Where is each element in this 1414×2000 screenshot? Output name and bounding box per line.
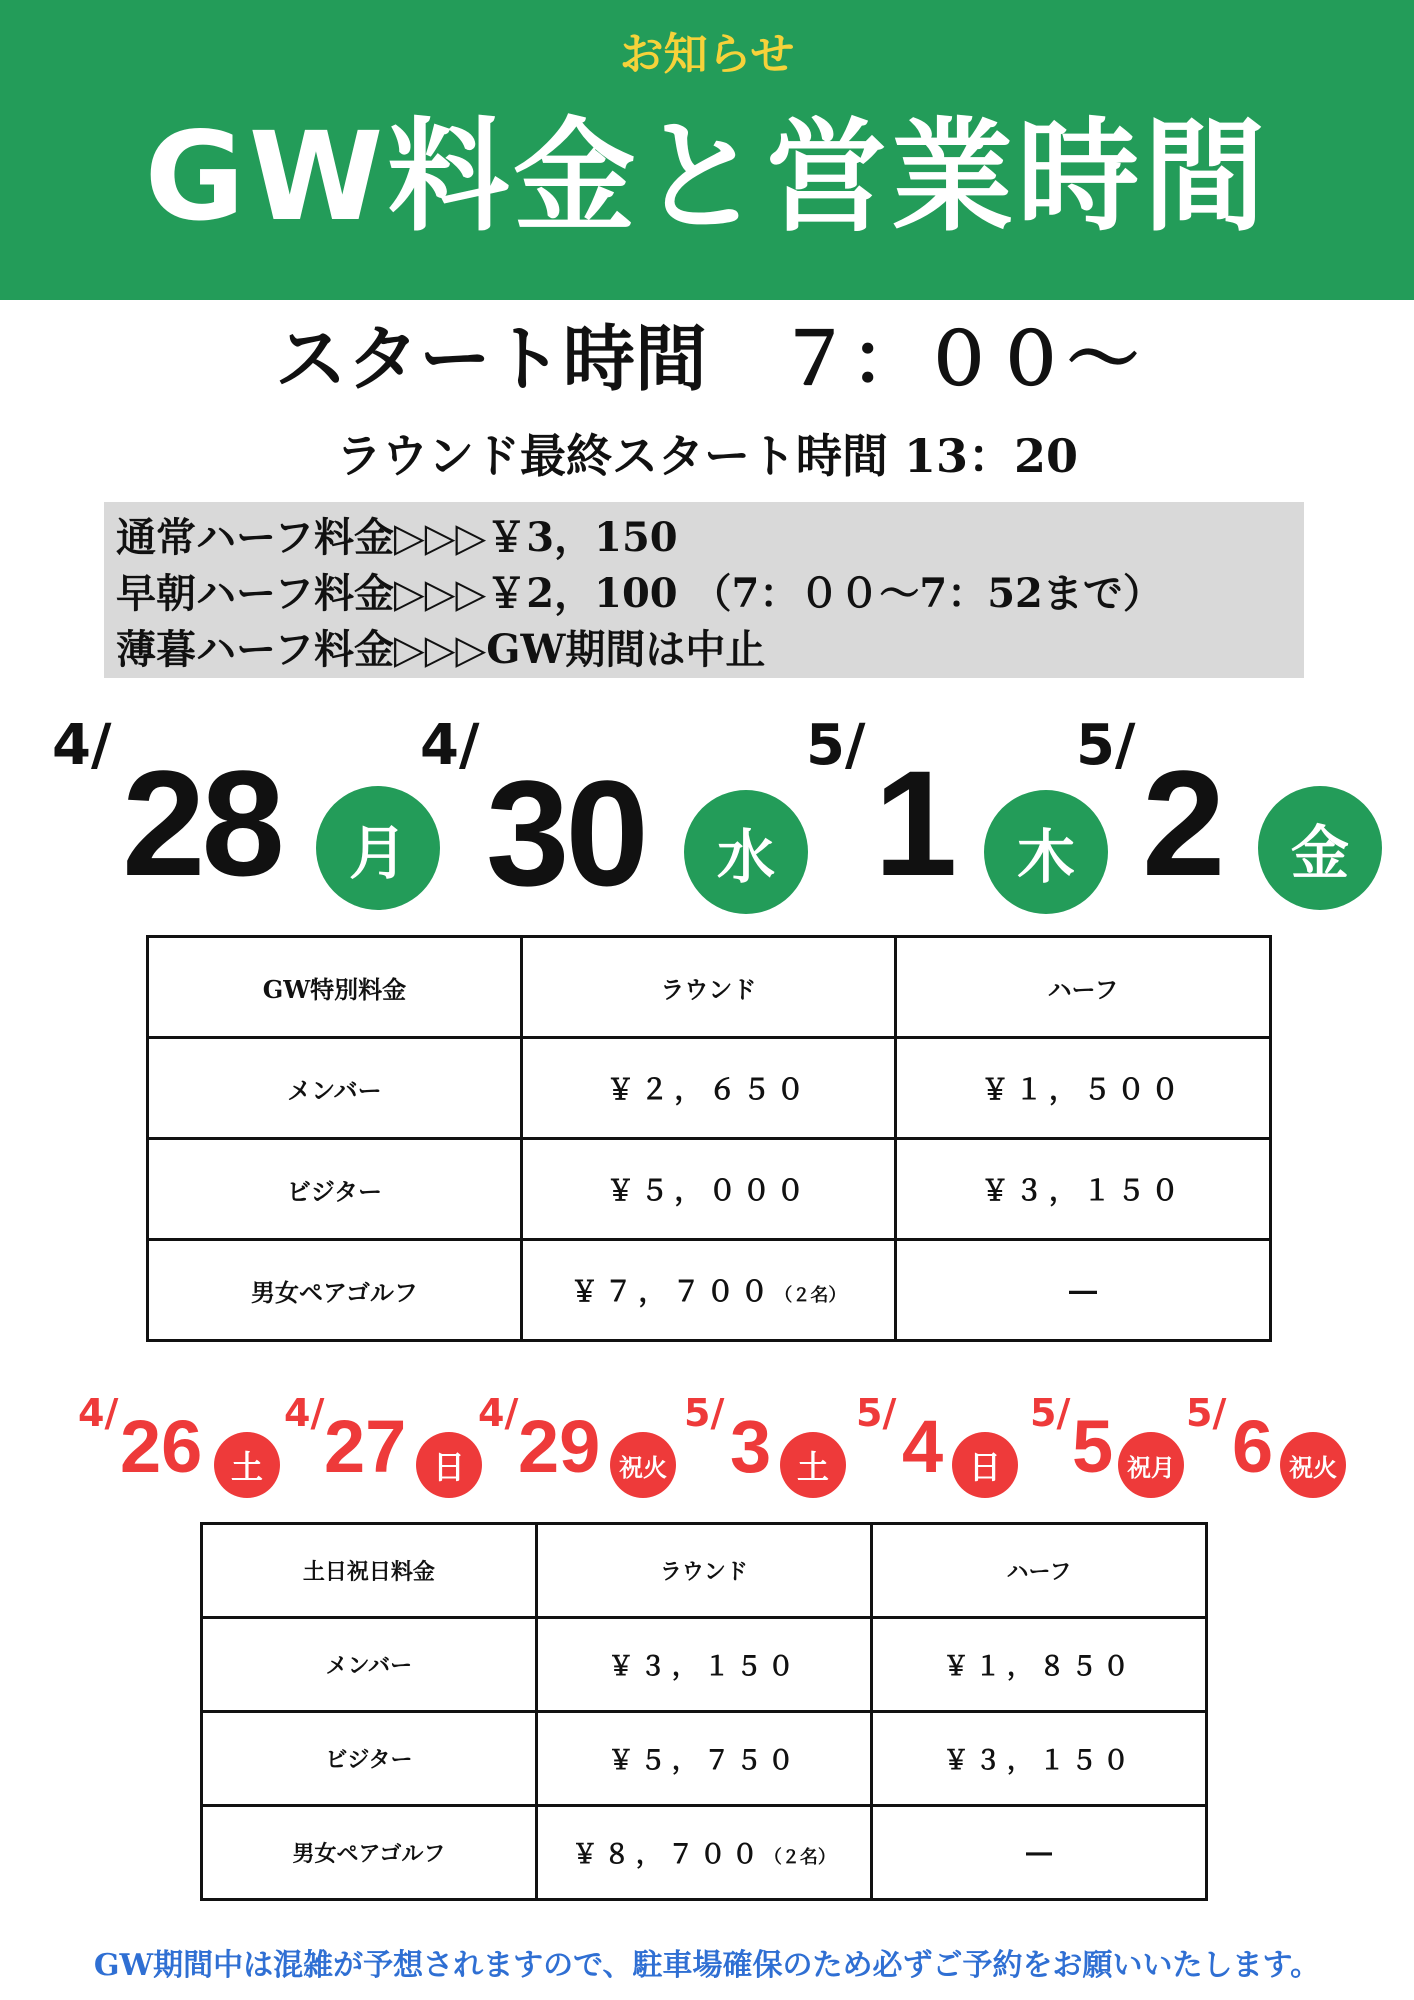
holiday-date-5 (1030, 1391, 1200, 1504)
date-day: 26 (120, 1405, 203, 1488)
reservation-notice: GW期間中は混雑が予想されますので、駐車場確保のため必ずご予約をお願いいたします。 (93, 1948, 1321, 1983)
weekday-badge: 土 (780, 1432, 846, 1498)
weekday-badge: 月 (316, 786, 440, 910)
table-header-label: GW特別料金 (148, 937, 522, 1038)
row-label: ビジター (202, 1712, 537, 1806)
half-fee-box (104, 502, 1304, 678)
start-time: スタート時間 ７：００～ (274, 317, 1139, 401)
weekday-badge: 日 (416, 1432, 482, 1498)
date-month: 5/ (856, 1391, 897, 1435)
row-half: ￥３，１５０ (871, 1712, 1206, 1806)
date-month: 4/ (478, 1391, 519, 1435)
date-day: 5 (1072, 1405, 1114, 1488)
date-month: 5/ (806, 713, 866, 778)
special-date-1 (420, 713, 820, 918)
table-row (202, 1618, 1207, 1712)
weekday-badge: 祝月 (1118, 1432, 1184, 1498)
weekday-badge: 祝火 (610, 1432, 676, 1498)
special-fee-table (146, 935, 1272, 1342)
special-date-0 (52, 713, 452, 918)
half-fee-regular: 通常ハーフ料金▷▷▷￥3，150 (116, 514, 678, 561)
table-row (148, 1038, 1271, 1139)
row-round (536, 1806, 871, 1900)
table-header-row (202, 1524, 1207, 1618)
row-half: ― (871, 1806, 1206, 1900)
date-day: 2 (1142, 739, 1222, 907)
row-label: 男女ペアゴルフ (148, 1240, 522, 1341)
date-day: 29 (518, 1405, 601, 1488)
row-round (521, 1038, 895, 1139)
half-fee-early: 早朝ハーフ料金▷▷▷￥2，100 （7：００～7：52まで） (116, 570, 1163, 617)
holiday-date-6 (1186, 1391, 1356, 1504)
weekday-badge: 木 (984, 790, 1108, 914)
row-label: メンバー (202, 1618, 537, 1712)
row-label: メンバー (148, 1038, 522, 1139)
holiday-date-2 (478, 1391, 678, 1504)
row-label: 男女ペアゴルフ (202, 1806, 537, 1900)
round-price: ￥８，７００ (571, 1840, 764, 1870)
date-day: 6 (1232, 1405, 1274, 1488)
table-header-label: 土日祝日料金 (202, 1524, 537, 1618)
header-banner (0, 0, 1414, 300)
table-header-row (148, 937, 1271, 1038)
date-month: 4/ (52, 713, 112, 778)
date-day: 30 (486, 749, 645, 917)
row-half: ― (895, 1240, 1270, 1341)
weekday-badge: 日 (952, 1432, 1018, 1498)
last-start-time: ラウンド最終スタート時間 13：20 (335, 429, 1079, 483)
table-row (202, 1806, 1207, 1900)
row-round (536, 1712, 871, 1806)
special-date-2 (806, 713, 1106, 918)
date-day: 3 (730, 1405, 772, 1488)
page-title: GW料金と営業時間 (144, 106, 1270, 248)
date-day: 1 (874, 739, 954, 907)
date-month: 5/ (1076, 713, 1136, 778)
table-header-half: ハーフ (871, 1524, 1206, 1618)
special-date-3 (1076, 713, 1396, 918)
table-row (148, 1240, 1271, 1341)
date-month: 4/ (420, 713, 480, 778)
table-row (202, 1712, 1207, 1806)
weekday-badge: 土 (214, 1432, 280, 1498)
row-round (521, 1139, 895, 1240)
row-half: ￥３，１５０ (895, 1139, 1270, 1240)
round-note: （２名） (774, 1285, 847, 1306)
date-month: 4/ (78, 1391, 119, 1435)
row-half: ￥１，８５０ (871, 1618, 1206, 1712)
weekday-badge: 水 (684, 790, 808, 914)
holiday-date-3 (684, 1391, 854, 1504)
round-price: ￥５，０００ (606, 1174, 811, 1207)
table-row (148, 1139, 1271, 1240)
table-header-round: ラウンド (521, 937, 895, 1038)
round-price: ￥２，６５０ (606, 1073, 811, 1106)
row-label: ビジター (148, 1139, 522, 1240)
holiday-date-1 (284, 1391, 484, 1504)
row-round (521, 1240, 895, 1341)
holiday-date-4 (856, 1391, 1026, 1504)
date-month: 5/ (1030, 1391, 1071, 1435)
round-price: ￥３，１５０ (607, 1652, 800, 1682)
round-price: ￥５，７５０ (607, 1746, 800, 1776)
table-header-half: ハーフ (895, 937, 1270, 1038)
date-day: 27 (324, 1405, 407, 1488)
holiday-date-0 (78, 1391, 278, 1504)
weekday-badge: 祝火 (1280, 1432, 1346, 1498)
round-note: （２名） (763, 1847, 836, 1868)
notice-kicker: お知らせ (619, 29, 795, 80)
date-month: 5/ (1186, 1391, 1227, 1435)
date-day: 28 (122, 739, 281, 907)
date-month: 5/ (684, 1391, 725, 1435)
row-half: ￥１，５００ (895, 1038, 1270, 1139)
round-price: ￥７，７００ (570, 1275, 775, 1308)
table-header-round: ラウンド (536, 1524, 871, 1618)
half-fee-twilight: 薄暮ハーフ料金▷▷▷GW期間は中止 (116, 626, 766, 673)
weekday-badge: 金 (1258, 786, 1382, 910)
row-round (536, 1618, 871, 1712)
holiday-fee-table (200, 1522, 1208, 1901)
date-month: 4/ (284, 1391, 325, 1435)
date-day: 4 (902, 1405, 944, 1488)
